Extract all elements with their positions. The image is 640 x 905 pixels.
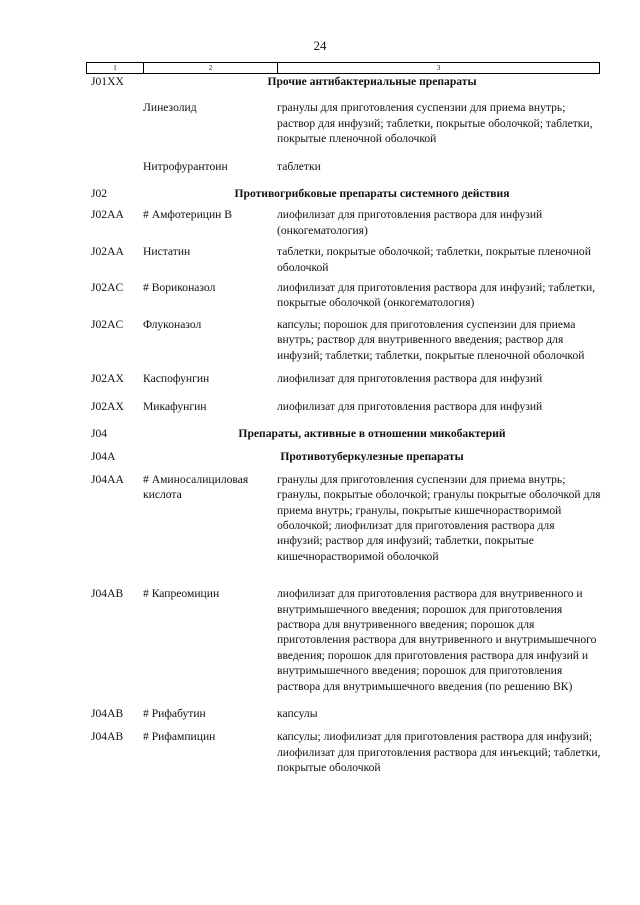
drug-row (91, 729, 601, 775)
drug-row (91, 280, 601, 311)
drug-row (91, 159, 601, 174)
group-header-row (91, 426, 601, 441)
atc-code: J02 (91, 187, 108, 201)
page-number: 24 (313, 38, 327, 53)
atc-code: J04 (91, 426, 108, 440)
dosage-forms: гранулы для приготовления суспензии для приема внутрь; раствор для инфузий; таблетки, покрытые оболочкой; таблетки, покрытые пленочной оболочкой (277, 101, 593, 146)
drug-name: # Амфотерицин В (143, 208, 233, 222)
column-header-2: 2 (144, 63, 278, 73)
atc-code: J01XX (91, 75, 124, 88)
atc-code: J04AB (91, 587, 124, 601)
drug-name: # Вориконазол (143, 281, 216, 295)
drug-row (91, 207, 601, 238)
drug-row (91, 472, 601, 564)
group-title: Противогрибковые препараты системного действия (234, 187, 510, 201)
atc-code: J02AA (91, 245, 124, 259)
group-title: Препараты, активные в отношении микобактерий (238, 426, 506, 440)
drug-name: # Рифампицин (143, 730, 216, 744)
column-header-1: 1 (87, 63, 144, 73)
dosage-forms: капсулы; порошок для приготовления суспензии для приема внутрь; раствор для внутривенного введения; раствор для инфузий; таблетки; таблетки, покрытые пленочной оболочкой (277, 317, 585, 362)
dosage-forms: капсулы; лиофилизат для приготовления раствора для инфузий; лиофилизат для приготовления раствора для инъекций; таблетки, покрытые оболочкой (277, 730, 601, 775)
drug-name: Флуконазол (143, 317, 202, 331)
drug-name: # Рифабутин (143, 707, 206, 720)
dosage-forms: лиофилизат для приготовления раствора для инфузий; таблетки, покрытые оболочкой (онкогематология) (277, 281, 596, 310)
group-header-row (91, 186, 601, 201)
drug-row (91, 244, 601, 275)
atc-code (91, 100, 143, 146)
drug-row (91, 371, 601, 386)
dosage-forms: капсулы (277, 707, 318, 720)
drug-name: Линезолид (143, 101, 197, 115)
group-header-row (91, 449, 601, 464)
atc-code: J04AA (91, 472, 124, 486)
atc-code: J04AB (91, 730, 124, 744)
drug-table (91, 74, 601, 776)
dosage-forms: лиофилизат для приготовления раствора для внутривенного и внутримышечного введения; порошок для приготовления раствора для внутривенного введения; порошок для приготовления раствора для внутривенного и внутримышечного введения; порошок для приготовления раствора для инфузий и внутримышечного введения; порошок для приготовления раствора для внутримышечного введения (по решению ВК) (277, 587, 597, 693)
drug-name: Микафунгин (143, 399, 207, 413)
drug-name: Каспофунгин (143, 372, 210, 386)
drug-name: Нистатин (143, 245, 191, 259)
group-title: Прочие антибактериальные препараты (267, 75, 477, 88)
column-header-row (86, 62, 600, 74)
drug-row (91, 706, 601, 721)
group-title: Противотуберкулезные препараты (280, 450, 464, 464)
dosage-forms: таблетки, покрытые оболочкой; таблетки, покрытые пленочной оболочкой (277, 245, 591, 274)
column-header-3: 3 (436, 64, 441, 72)
drug-row (91, 399, 601, 414)
atc-code: J02AA (91, 208, 124, 222)
drug-row (91, 100, 601, 146)
atc-code: J04AB (91, 707, 124, 720)
atc-code (91, 159, 143, 174)
dosage-forms: таблетки (277, 159, 321, 173)
atc-code: J02AX (91, 399, 124, 413)
atc-code: J02AC (91, 281, 124, 295)
atc-code: J02AC (91, 317, 124, 331)
dosage-forms: лиофилизат для приготовления раствора для инфузий (277, 399, 543, 413)
dosage-forms: гранулы для приготовления суспензии для приема внутрь; гранулы, покрытые оболочкой; гранулы покрытые оболочкой для приема внутрь; гранулы, покрытые кишечнорастворимой оболочкой; лиофилизат для приготовления раствора для инфузий; раствор для инфузий; таблетки, покрытые кишечнорастворимой оболочкой (277, 472, 601, 563)
drug-row (91, 586, 601, 694)
group-header-row (91, 74, 601, 89)
dosage-forms: лиофилизат для приготовления раствора для инфузий (277, 372, 543, 386)
drug-row (91, 317, 601, 363)
drug-name: # Капреомицин (143, 587, 220, 601)
atc-code: J02AX (91, 372, 124, 386)
atc-code: J04A (91, 450, 116, 464)
drug-name: # Аминосалициловая кислота (143, 472, 249, 502)
drug-name: Нитрофурантоин (143, 159, 228, 173)
dosage-forms: лиофилизат для приготовления раствора для инфузий (онкогематология) (277, 208, 543, 237)
